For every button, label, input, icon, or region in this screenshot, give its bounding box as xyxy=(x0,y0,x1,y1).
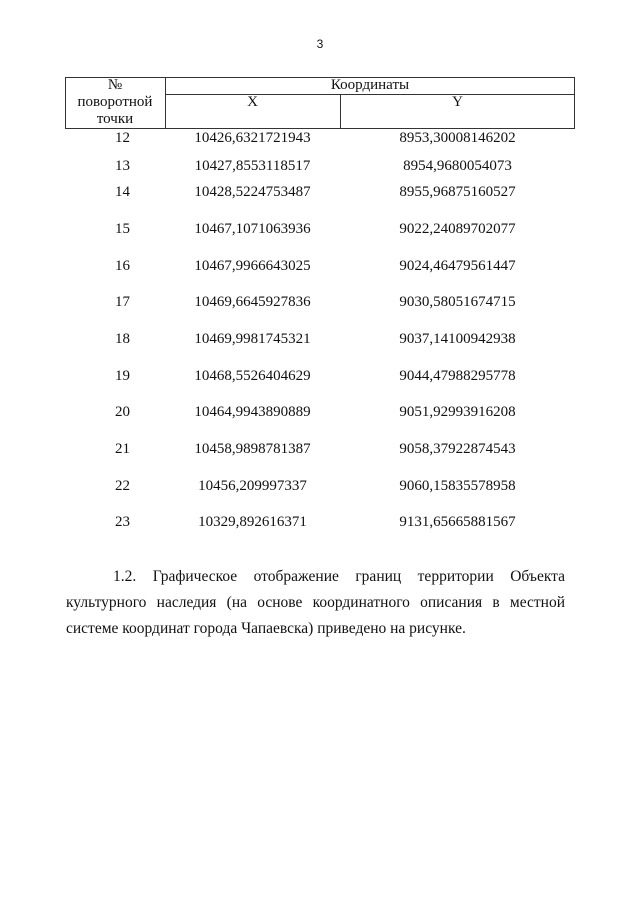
point-number: 17 xyxy=(115,294,130,310)
point-number: 20 xyxy=(115,404,130,420)
y-coordinate: 9060,15835578958 xyxy=(399,478,516,494)
table-row xyxy=(65,402,575,422)
header-coordinates-title: Координаты xyxy=(330,77,410,93)
point-number: 12 xyxy=(115,130,130,146)
y-coordinate: 9024,46479561447 xyxy=(399,258,516,274)
header-number-word-2: точки xyxy=(96,111,134,127)
point-number: 23 xyxy=(115,514,130,530)
x-coordinate: 10426,6321721943 xyxy=(194,130,311,146)
header-x-label: X xyxy=(247,94,258,110)
page-number: 3 xyxy=(316,37,324,51)
table-row xyxy=(65,476,575,496)
y-coordinate: 9037,14100942938 xyxy=(399,331,516,347)
header-number-sign: № xyxy=(107,77,123,93)
x-coordinate: 10469,9981745321 xyxy=(194,331,311,347)
y-coordinate: 8953,30008146202 xyxy=(399,130,516,146)
y-coordinate: 9051,92993916208 xyxy=(399,404,516,420)
header-number-word-1: поворотной xyxy=(77,94,153,110)
table-row xyxy=(65,366,575,386)
table-row xyxy=(65,329,575,349)
x-coordinate: 10468,5526404629 xyxy=(194,368,311,384)
y-coordinate: 8954,9680054073 xyxy=(403,158,512,174)
table-row xyxy=(65,512,575,532)
point-number: 21 xyxy=(115,441,130,457)
table-row xyxy=(65,292,575,312)
point-number: 18 xyxy=(115,331,130,347)
table-row xyxy=(65,439,575,459)
y-coordinate: 8955,96875160527 xyxy=(399,184,516,200)
point-number: 14 xyxy=(115,184,130,200)
header-y-label: Y xyxy=(452,94,463,110)
point-number: 15 xyxy=(115,221,130,237)
table-row xyxy=(65,128,575,148)
table-row xyxy=(65,156,575,176)
x-coordinate: 10428,5224753487 xyxy=(194,184,311,200)
point-number: 13 xyxy=(115,158,130,174)
y-coordinate: 9030,58051674715 xyxy=(399,294,516,310)
table-row xyxy=(65,182,575,202)
point-number: 22 xyxy=(115,478,130,494)
y-coordinate: 9131,65665881567 xyxy=(399,514,516,530)
x-coordinate: 10458,9898781387 xyxy=(194,441,311,457)
x-coordinate: 10464,9943890889 xyxy=(194,404,311,420)
x-coordinate: 10456,209997337 xyxy=(198,478,307,494)
x-coordinate: 10427,8553118517 xyxy=(194,158,311,174)
point-number: 16 xyxy=(115,258,130,274)
x-coordinate: 10467,9966643025 xyxy=(194,258,311,274)
x-coordinate: 10469,6645927836 xyxy=(194,294,311,310)
point-number: 19 xyxy=(115,368,130,384)
y-coordinate: 9022,24089702077 xyxy=(399,221,516,237)
x-coordinate: 10329,892616371 xyxy=(198,514,307,530)
table-row xyxy=(65,219,575,239)
table-row xyxy=(65,256,575,276)
body-paragraph: 1.2. Графическое отображение границ территории Объекта культурного наследия (на основе координатного описания в местной системе координат города Чапаевска) приведено на рисунке. xyxy=(66,568,565,637)
coordinates-table-header xyxy=(65,77,575,129)
y-coordinate: 9044,47988295778 xyxy=(399,368,516,384)
y-coordinate: 9058,37922874543 xyxy=(399,441,516,457)
x-coordinate: 10467,1071063936 xyxy=(194,221,311,237)
